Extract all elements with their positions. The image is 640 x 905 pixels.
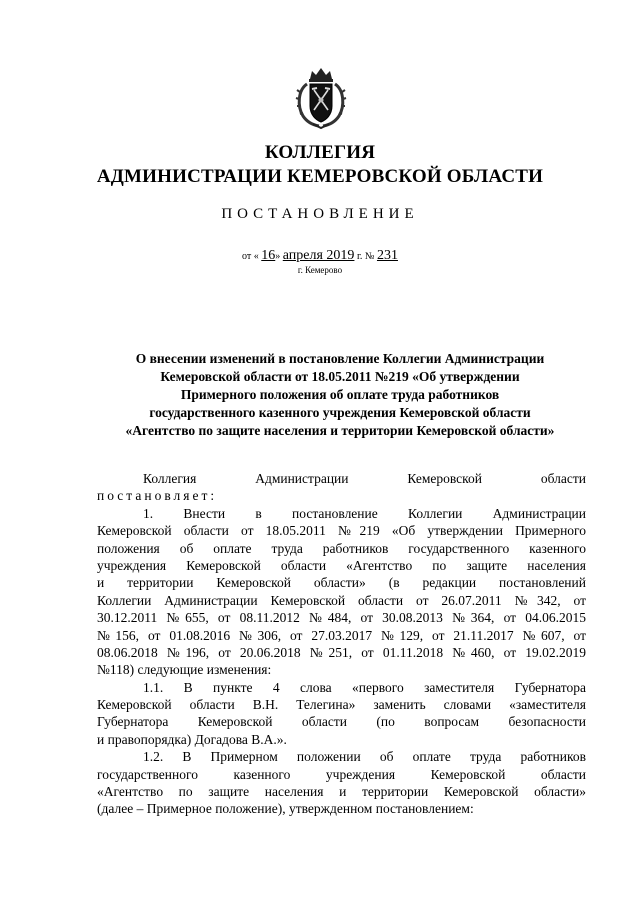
body-line: постановляет: [97,488,218,504]
body-line: №156, от 01.08.2016 №306, от 27.03.2017 №129, от 21.11.2017 №607, от [97,627,586,643]
body-line: Коллегия Администрации Кемеровской области [143,471,586,486]
year-suffix: г. [356,251,363,262]
body-line: положения об оплате труда работников государственного казенного [97,540,586,556]
body-line: 1.2. В Примерном положении об оплате труда работников [143,749,586,765]
coat-of-arms-emblem [295,66,347,130]
document-title [95,350,585,440]
title-line: О внесении изменений в постановление Коллегии Администрации [135,351,545,366]
document-type: ПОСТАНОВЛЕНИЕ [221,206,419,222]
body-line: и правопорядка) Догадова В.А.». [97,731,287,747]
document-body [97,470,586,818]
body-line: (далее – Примерное положение), утвержденном постановлением: [97,801,474,817]
title-line: Кемеровской области от 18.05.2011 №219 «Об утверждении [160,369,520,384]
title-line: государственного казенного учреждения Кемеровской области [149,405,531,420]
date-day: 16 [261,248,276,263]
body-line: Кемеровской области В.Н. Телегина» заменить словами «заместителя [97,697,586,713]
body-line: «Агентство по защите населения и территории Кемеровской области» [97,784,586,800]
date-mid: » [275,251,281,262]
body-line: №118) следующие изменения: [97,662,272,678]
date-month-year: апреля 2019 [282,248,355,263]
title-line: Примерного положения об оплате труда работников [180,387,500,402]
body-line: 1. Внести в постановление Коллегии Администрации [143,505,586,521]
org-name-line1: КОЛЛЕГИЯ [264,142,376,163]
body-line: Губернатора Кемеровской области (по вопросам безопасности [97,714,586,730]
city-name: г. Кемерово [297,265,343,275]
body-line: учреждения Кемеровской области «Агентство по защите населения [97,557,586,573]
body-line: и территории Кемеровской области» (в редакции постановлений [97,575,586,591]
body-line: 30.12.2011 №655, от 08.11.2012 №484, от 30.08.2013 №364, от 04.06.2015 [97,610,586,626]
document-number: 231 [376,248,398,263]
body-line: Кемеровской области от 18.05.2011 №219 «Об утверждении Примерного [97,523,586,539]
body-line: 1.1. В пункте 4 слова «первого заместителя Губернатора [143,679,586,695]
date-number-line [0,248,640,264]
number-prefix: № [364,251,375,262]
body-line: государственного казенного учреждения Кемеровской области [97,766,586,782]
body-line: Коллегии Администрации Кемеровской области от 26.07.2011 №342, от [97,592,586,608]
date-prefix: от « [242,251,259,262]
title-line: «Агентство по защите населения и территории Кемеровской области» [125,423,555,438]
body-line: 08.06.2018 №196, от 20.06.2018 №251, от 01.11.2018 №460, от 19.02.2019 [97,644,586,660]
org-name-line2: АДМИНИСТРАЦИИ КЕМЕРОВСКОЙ ОБЛАСТИ [96,166,544,187]
